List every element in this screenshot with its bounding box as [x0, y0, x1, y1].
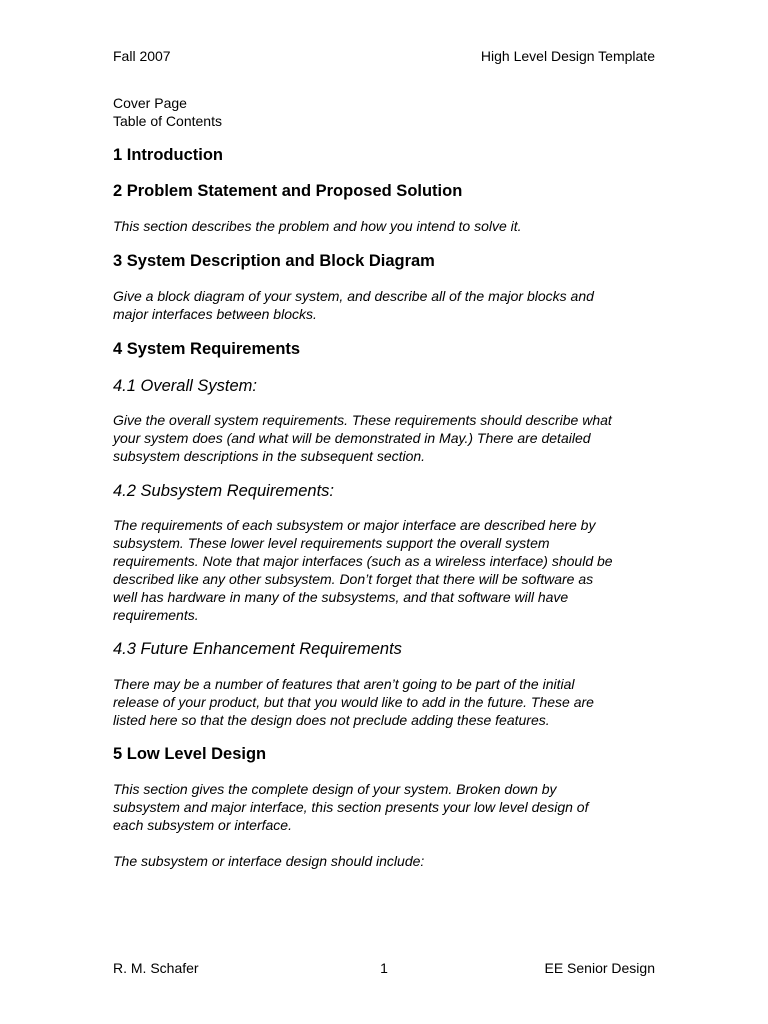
- paragraph-line: Give the overall system requirements. These requirements should describe what: [113, 412, 612, 428]
- header-right: High Level Design Template: [480, 48, 655, 64]
- paragraph-line: This section describes the problem and how you intend to solve it.: [113, 218, 522, 234]
- paragraph-subsystem-requirements: [113, 516, 613, 624]
- header-left: Fall 2007: [113, 48, 171, 64]
- footer-left: R. M. Schafer: [113, 960, 199, 976]
- paragraph-system-description: [113, 287, 594, 323]
- paragraph-line: release of your product, but that you would like to add in the future. These are: [113, 694, 594, 710]
- paragraph-line: Give a block diagram of your system, and describe all of the major blocks and: [113, 288, 594, 304]
- paragraph-line: described like any other subsystem. Don’t forget that there will be software as: [113, 571, 594, 587]
- paragraph-line: There may be a number of features that aren’t going to be part of the initial: [113, 676, 575, 692]
- paragraph-line: major interfaces between blocks.: [113, 306, 317, 322]
- heading-introduction: 1 Introduction: [113, 146, 223, 164]
- paragraph-line: each subsystem or interface.: [113, 817, 292, 833]
- front-matter-cover: Cover Page: [113, 95, 187, 111]
- footer-right: EE Senior Design: [544, 960, 655, 976]
- paragraph-line: listed here so that the design does not preclude adding these features.: [113, 712, 550, 728]
- paragraph-problem-statement: [113, 217, 522, 235]
- paragraph-line: subsystem. These lower level requirements support the overall system: [113, 535, 550, 551]
- heading-system-requirements: 4 System Requirements: [113, 340, 301, 358]
- paragraph-interface-design: The subsystem or interface design should include:: [113, 853, 425, 869]
- heading-subsystem-requirements: 4.2 Subsystem Requirements:: [113, 482, 335, 500]
- paragraph-line: requirements. Note that major interfaces (such as a wireless interface) should be: [113, 553, 613, 569]
- front-matter-toc: Table of Contents: [113, 113, 222, 129]
- paragraph-line: subsystem descriptions in the subsequent section.: [113, 448, 426, 464]
- paragraph-line: This section gives the complete design of your system. Broken down by: [113, 781, 557, 797]
- paragraph-future-enhancement: [113, 675, 594, 729]
- paragraph-line: subsystem and major interface, this section presents your low level design of: [113, 799, 589, 815]
- paragraph-line: your system does (and what will be demonstrated in May.) There are detailed: [113, 430, 591, 446]
- heading-future-enhancement: 4.3 Future Enhancement Requirements: [113, 640, 402, 658]
- paragraph-low-level-design: [113, 780, 588, 834]
- page-number: 1: [380, 960, 388, 976]
- heading-problem-statement: 2 Problem Statement and Proposed Solution: [113, 182, 463, 200]
- paragraph-line: well has hardware in many of the subsystems, and that software will have: [113, 589, 569, 605]
- heading-overall-system: 4.1 Overall System:: [113, 377, 257, 395]
- paragraph-overall-system: [113, 411, 612, 465]
- paragraph-line: requirements.: [113, 607, 199, 623]
- heading-system-description: 3 System Description and Block Diagram: [113, 252, 435, 270]
- heading-low-level-design: 5 Low Level Design: [113, 745, 267, 763]
- paragraph-line: The requirements of each subsystem or major interface are described here by: [113, 517, 596, 533]
